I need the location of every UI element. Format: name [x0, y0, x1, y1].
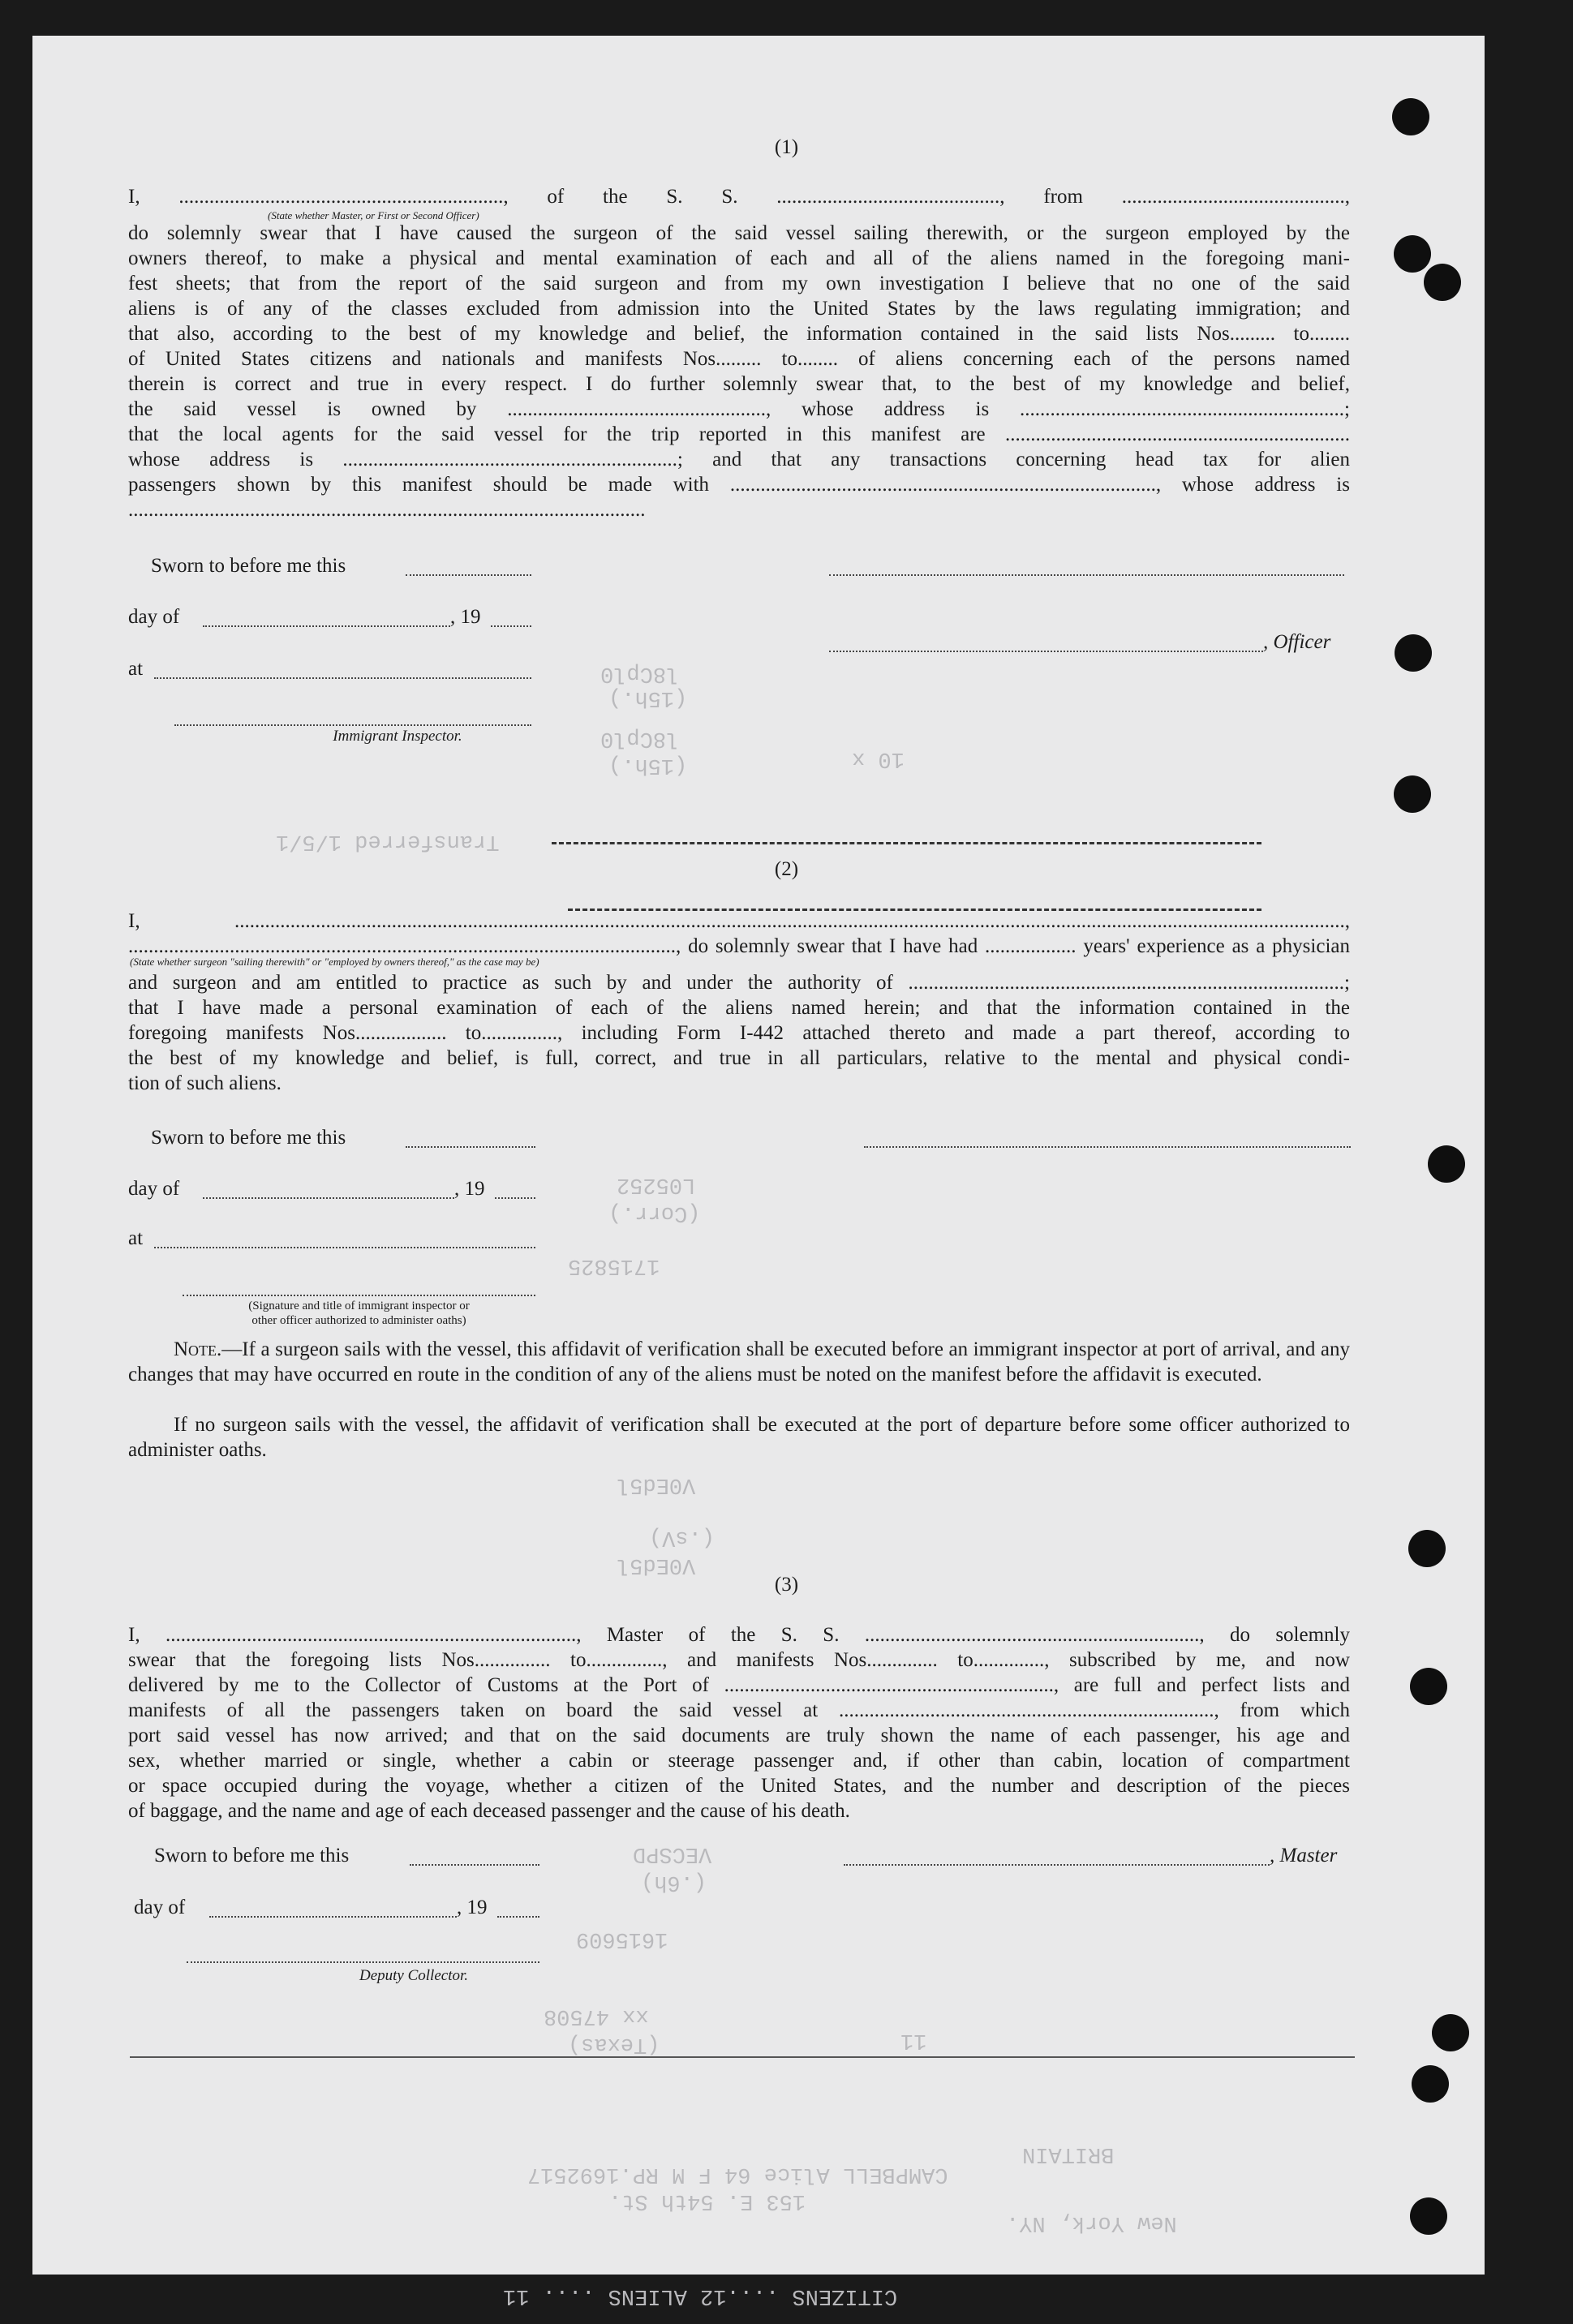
inspector-signature-field[interactable] [174, 724, 531, 726]
affidavit-line: of baggage, and the name and age of each deceased passenger and the cause of his death. [128, 1800, 850, 1822]
bleed-through-text: 1615609 [576, 1927, 668, 1951]
affidavit-line: that also, according to the best of my knowledge and belief, the information contained in the said lists Nos......... to........ [128, 323, 1350, 345]
binder-hole [1395, 634, 1432, 672]
bottom-rule [130, 2056, 1355, 2058]
note-label: Note. [174, 1338, 222, 1360]
sworn-date-field[interactable] [406, 1146, 535, 1148]
affidavit-line: I, ................................................................, of the S. S. ............................................, from ............................................, [128, 186, 1350, 208]
bleed-through-text: (15h.) [608, 753, 688, 777]
note-text: —If a surgeon sails with the vessel, this affidavit of verification shall be executed before an immigrant inspector at port of arrival, and any changes that may have occurred en route in the condition of any of the aliens must be noted on the manifest before the affidavit is executed. [128, 1338, 1350, 1385]
year-label: , 19 [457, 1897, 488, 1918]
sworn-label: Sworn to before me this [154, 1845, 350, 1867]
bleed-through-text: Transferred 1/5/1 [276, 829, 500, 853]
binder-hole [1392, 98, 1429, 135]
sworn-date-field[interactable] [410, 1864, 539, 1866]
affidavit-line: the best of my knowledge and belief, is full, correct, and true in all particulars, relative to the mental and physical condi- [128, 1047, 1350, 1069]
section-divider [552, 842, 1261, 844]
bleed-through-text: V0Ed5l [617, 1553, 696, 1577]
bleed-through-text: (Texas) [568, 2032, 660, 2056]
day-of-label: day of [134, 1897, 186, 1918]
at-field[interactable] [154, 677, 531, 679]
affidavit-line: aliens is of any of the classes excluded from admission into the United States by the laws regulating immigration; and [128, 298, 1350, 320]
at-field[interactable] [154, 1247, 535, 1248]
binder-hole [1428, 1145, 1465, 1183]
bleed-through-text: 11 [900, 2028, 927, 2052]
surgeon-caption: (State whether surgeon "sailing therewith" or "employed by owners thereof," as the case may be) [130, 956, 539, 968]
day-of-field[interactable] [209, 1916, 457, 1918]
affidavit-line: owners thereof, to make a physical and mental examination of each and all of the aliens named in the foregoing mani- [128, 247, 1350, 269]
section-1-affidavit [128, 184, 1350, 522]
affidavit-line: foregoing manifests Nos.................. to..............., including Form I-442 attached thereto and made a part thereof, according to [128, 1022, 1350, 1044]
affidavit-line: ...................................................................................................... [128, 499, 646, 521]
bleed-through-text: V0Ed5l [617, 1472, 696, 1497]
affidavit-line: I, ..........................................................................................................................................................................................................................., [128, 910, 1350, 932]
affidavit-line: and surgeon and am entitled to practice as such by and under the authority of ......................................................................................; [128, 972, 1350, 994]
affidavit-line: that I have made a personal examination of each of the aliens named herein; and that the information contained in the [128, 997, 1350, 1019]
sworn-date-field[interactable] [406, 574, 531, 576]
at-label: at [128, 658, 144, 680]
bleed-through-text: CITIZENS ....12 ALIENS .... 11 [503, 2283, 898, 2308]
affidavit-line: manifests of all the passengers taken on board the said vessel at .........................................................................., from which [128, 1699, 1350, 1721]
binder-hole [1410, 1668, 1447, 1705]
year-label: , 19 [450, 606, 481, 628]
section-2-number: (2) [774, 858, 799, 880]
affidavit-line: whose address is ..................................................................; and that any transactions concerning head tax for alien [128, 449, 1350, 470]
binder-hole [1410, 2197, 1447, 2235]
sworn-label: Sworn to before me this [151, 555, 346, 577]
bleed-through-text: xx 47508 [544, 2004, 649, 2028]
binder-hole [1394, 235, 1431, 273]
affidavit-line: fest sheets; that from the report of the said surgeon and from my own investigation I believe that no one of the said [128, 273, 1350, 294]
bleed-through-text: (.6h) [641, 1870, 707, 1894]
rank-caption: (State whether Master, or First or Second Officer) [268, 209, 479, 221]
day-of-label: day of [128, 606, 180, 628]
binder-hole [1432, 2014, 1469, 2051]
section-2-affidavit [128, 909, 1350, 1096]
bleed-through-text: BRITAIN [1022, 2141, 1115, 2166]
inspector-signature-field[interactable] [183, 1295, 535, 1296]
bleed-through-text: VECSPD [633, 1841, 712, 1866]
year-field[interactable] [491, 625, 531, 627]
day-of-field[interactable] [203, 625, 450, 627]
officer-signature-field[interactable] [829, 651, 1263, 652]
collector-caption: Deputy Collector. [359, 1967, 469, 1984]
affidavit-line: therein is correct and true in every respect. I do further solemnly swear that, to the best of my knowledge and belief, [128, 373, 1350, 395]
affidavit-line: the said vessel is owned by ..................................................., whose address is ................................................................; [128, 398, 1350, 420]
signature-caption: other officer authorized to administer oaths) [251, 1314, 466, 1327]
year-label: , 19 [454, 1178, 485, 1200]
section-3-affidavit [128, 1622, 1350, 1824]
day-of-label: day of [128, 1178, 180, 1200]
signature-caption: (Signature and title of immigrant inspector or [248, 1299, 470, 1312]
inspector-caption: Immigrant Inspector. [333, 728, 462, 745]
year-field[interactable] [495, 1197, 535, 1199]
binder-hole [1408, 1530, 1446, 1567]
affidavit-line: sex, whether married or single, whether a cabin or steerage passenger and, if other than cabin, location of compartment [128, 1750, 1350, 1772]
bleed-through-text: CAMPBELL Alice 64 F M RP.1692517 [527, 2162, 948, 2186]
officer-name-field[interactable] [829, 574, 1344, 576]
bleed-through-text: New York, NY. [1006, 2210, 1177, 2235]
affidavit-line: delivered by me to the Collector of Customs at the Port of ................................................................., are full and perfect lists and [128, 1674, 1350, 1696]
day-of-field[interactable] [203, 1197, 454, 1199]
bleed-through-text: l8Cpl0 [600, 661, 680, 685]
affidavit-line: that the local agents for the said vessel for the trip reported in this manifest are .................................................................... [128, 423, 1350, 445]
bleed-through-text: 1715825 [568, 1253, 660, 1278]
bleed-through-text: (15h.) [608, 685, 688, 710]
bleed-through-text: 153 E. 54th St. [608, 2189, 806, 2213]
bleed-through-text: l8Cpl0 [600, 726, 680, 750]
master-label: , Master [1270, 1845, 1338, 1867]
binder-hole [1424, 264, 1461, 301]
affidavit-line: do solemnly swear that I have caused the surgeon of the said vessel sailing therewith, or the surgeon employed by the [128, 222, 1350, 244]
year-field[interactable] [497, 1916, 539, 1918]
bleed-through-text: 10 x [852, 746, 905, 771]
affidavit-line: tion of such aliens. [128, 1072, 282, 1094]
master-signature-field[interactable] [844, 1864, 1270, 1866]
collector-signature-field[interactable] [187, 1961, 539, 1963]
affidavit-line: port said vessel has now arrived; and that on the said documents are truly shown the name of each passenger, his age and [128, 1725, 1350, 1746]
note-paragraph [128, 1337, 1350, 1387]
section-1-number: (1) [774, 136, 799, 158]
note-paragraph [128, 1412, 1350, 1463]
signature-field[interactable] [864, 1146, 1351, 1148]
bleed-through-text: L05252 [617, 1172, 696, 1196]
bleed-through-text: (.sV) [649, 1525, 716, 1549]
note-text: If no surgeon sails with the vessel, the affidavit of verification shall be executed at the port of departure before some officer authorized to administer oaths. [128, 1414, 1350, 1461]
binder-hole [1412, 2065, 1449, 2103]
officer-label: , Officer [1263, 631, 1331, 653]
affidavit-line: of United States citizens and nationals and manifests Nos......... to........ of aliens concerning each of the persons named [128, 348, 1350, 370]
binder-hole [1394, 775, 1431, 813]
at-label: at [128, 1227, 144, 1249]
section-3-number: (3) [774, 1574, 799, 1596]
bleed-through-text: (Corr.) [608, 1201, 701, 1225]
affidavit-line: or space occupied during the voyage, whether a citizen of the United States, and the number and description of the pieces [128, 1775, 1350, 1797]
affidavit-line: swear that the foregoing lists Nos............... to..............., and manifests Nos.............. to.............., subscribed by me, and now [128, 1649, 1350, 1671]
affidavit-line: ............................................................................................................, do solemnly swear that I have had .................. years' experience as a physician [128, 935, 1350, 957]
affidavit-line: I, ................................................................................., Master of the S. S. .................................................................., do solemnly [128, 1624, 1350, 1646]
sworn-label: Sworn to before me this [151, 1127, 346, 1149]
affidavit-line: passengers shown by this manifest should be made with ...................................................................................., whose address is [128, 474, 1350, 496]
